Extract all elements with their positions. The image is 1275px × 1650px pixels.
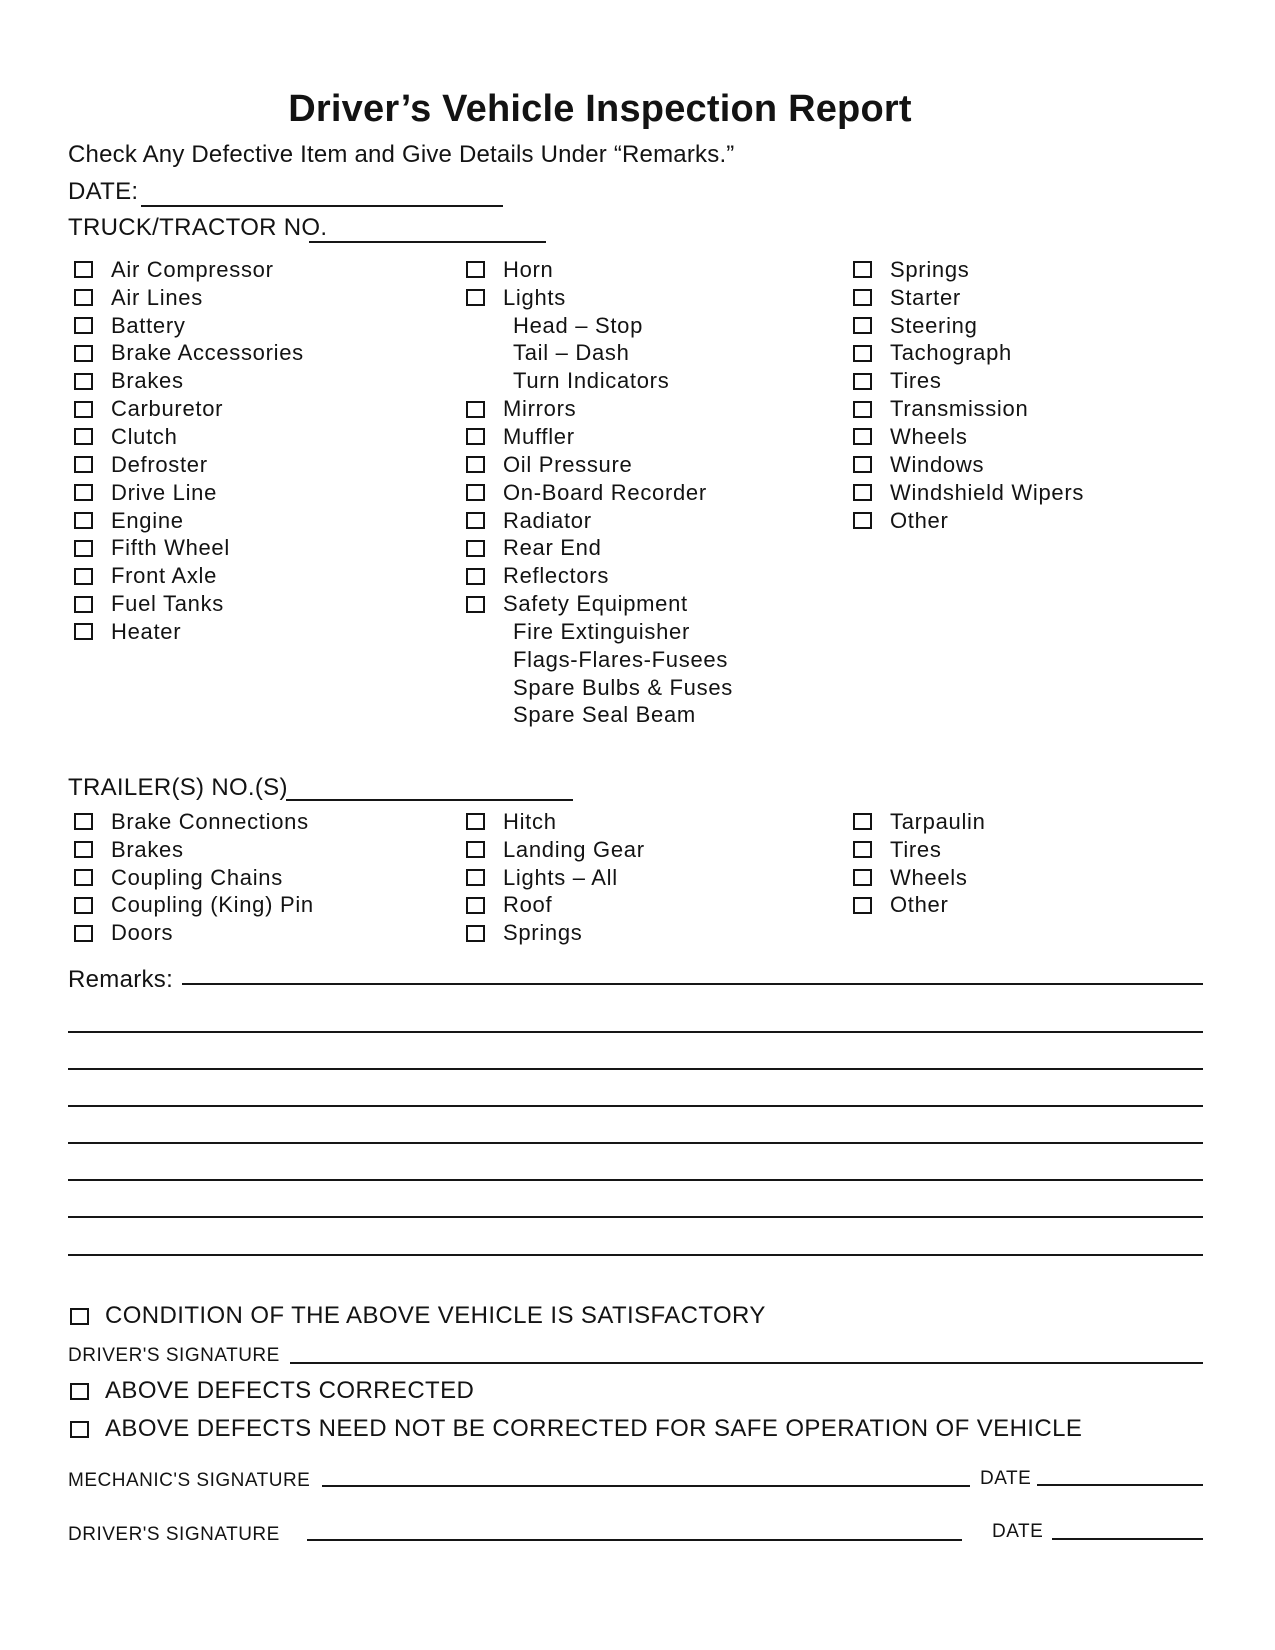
item-label: On-Board Recorder — [503, 479, 707, 505]
satisfactory-row — [70, 1302, 766, 1330]
checklist-item — [466, 562, 866, 590]
date-label: DATE: — [68, 178, 139, 205]
mechanic-date-label: DATE — [980, 1468, 1032, 1489]
checklist-item — [466, 256, 866, 284]
defects-not-corrected-row — [70, 1415, 1082, 1443]
driver-date-line[interactable] — [1052, 1538, 1203, 1540]
item-checkbox[interactable] — [74, 317, 93, 334]
item-checkbox[interactable] — [74, 925, 93, 942]
checklist-item — [74, 367, 474, 395]
checklist-item — [74, 479, 474, 507]
item-label: Mirrors — [503, 396, 577, 422]
item-label: Oil Pressure — [503, 451, 633, 477]
item-label: Tires — [890, 836, 942, 862]
item-checkbox[interactable] — [466, 869, 485, 886]
checklist-item — [853, 423, 1253, 451]
item-label: Transmission — [890, 396, 1029, 422]
item-label: Clutch — [111, 423, 178, 449]
item-label: Windows — [890, 451, 985, 477]
item-label: Turn Indicators — [513, 368, 670, 394]
defects-not-corrected-checkbox[interactable] — [70, 1421, 89, 1438]
truck-checklist-col1 — [74, 256, 474, 646]
item-label: Wheels — [890, 423, 968, 449]
item-label: Fuel Tanks — [111, 591, 224, 617]
truck-checklist-col2 — [466, 256, 866, 729]
mechanic-signature-label: MECHANIC'S SIGNATURE — [68, 1470, 311, 1491]
defects-corrected-checkbox[interactable] — [70, 1383, 89, 1400]
remarks-blank-line[interactable] — [68, 1105, 1203, 1107]
item-checkbox[interactable] — [74, 897, 93, 914]
item-label: Drive Line — [111, 479, 218, 505]
satisfactory-checkbox[interactable] — [70, 1308, 89, 1325]
item-checkbox[interactable] — [466, 841, 485, 858]
mechanic-signature-line[interactable] — [322, 1485, 970, 1487]
item-label: Rear End — [503, 535, 602, 561]
item-label: Heater — [111, 618, 182, 644]
truck-checklist-col3 — [853, 256, 1253, 534]
item-label: Coupling Chains — [111, 864, 283, 890]
item-checkbox[interactable] — [466, 897, 485, 914]
item-checkbox[interactable] — [853, 841, 872, 858]
item-label: Landing Gear — [503, 836, 645, 862]
checklist-item — [74, 507, 474, 535]
driver-signature-bottom-line[interactable] — [307, 1539, 962, 1541]
item-label: Springs — [890, 256, 970, 282]
item-checkbox[interactable] — [74, 261, 93, 278]
checklist-item — [74, 423, 474, 451]
item-checkbox[interactable] — [74, 869, 93, 886]
remarks-blank-line[interactable] — [68, 1068, 1203, 1070]
checklist-item — [853, 479, 1253, 507]
item-checkbox[interactable] — [853, 317, 872, 334]
item-checkbox[interactable] — [466, 813, 485, 830]
item-label: Roof — [503, 892, 553, 918]
checklist-item — [466, 864, 866, 892]
item-checkbox[interactable] — [74, 456, 93, 473]
item-label: Horn — [503, 256, 554, 282]
item-checkbox[interactable] — [466, 289, 485, 306]
item-checkbox[interactable] — [853, 897, 872, 914]
trailer-checklist-col1 — [74, 808, 474, 947]
checklist-item — [853, 892, 1253, 920]
checklist-item — [74, 451, 474, 479]
item-label: Battery — [111, 312, 186, 338]
checklist-item — [74, 395, 474, 423]
item-checkbox[interactable] — [853, 813, 872, 830]
checklist-item — [466, 534, 866, 562]
defects-corrected-row — [70, 1377, 474, 1405]
item-checkbox[interactable] — [853, 456, 872, 473]
item-checkbox[interactable] — [853, 261, 872, 278]
driver-signature-label: DRIVER'S SIGNATURE — [68, 1345, 280, 1366]
item-label: Muffler — [503, 423, 575, 449]
item-checkbox[interactable] — [853, 345, 872, 362]
remarks-input-line[interactable] — [182, 983, 1203, 985]
item-checkbox[interactable] — [853, 512, 872, 529]
checklist-item — [466, 590, 866, 618]
defects-not-corrected-label: ABOVE DEFECTS NEED NOT BE CORRECTED FOR SAFE OPERATION OF VEHICLE — [105, 1415, 1083, 1442]
checklist-item — [853, 507, 1253, 535]
remarks-blank-line[interactable] — [68, 1254, 1203, 1256]
item-checkbox[interactable] — [466, 456, 485, 473]
remarks-blank-line[interactable] — [68, 1031, 1203, 1033]
item-label: Head – Stop — [513, 312, 644, 338]
checklist-item — [853, 808, 1253, 836]
checklist-item — [74, 836, 474, 864]
checklist-item — [466, 284, 866, 312]
item-label: Spare Seal Beam — [513, 702, 696, 728]
satisfactory-label: CONDITION OF THE ABOVE VEHICLE IS SATISFACTORY — [105, 1302, 766, 1329]
item-label: Tires — [890, 368, 942, 394]
checklist-item — [466, 367, 866, 395]
item-label: Air Compressor — [111, 256, 274, 282]
checklist-item — [74, 256, 474, 284]
checklist-item — [74, 618, 474, 646]
item-checkbox[interactable] — [74, 813, 93, 830]
item-label: Air Lines — [111, 284, 203, 310]
item-label: Defroster — [111, 451, 208, 477]
checklist-item — [74, 562, 474, 590]
defects-corrected-label: ABOVE DEFECTS CORRECTED — [105, 1377, 475, 1404]
trailer-checklist-col3 — [853, 808, 1253, 919]
item-checkbox[interactable] — [74, 289, 93, 306]
item-label: Fifth Wheel — [111, 535, 230, 561]
item-checkbox[interactable] — [466, 540, 485, 557]
trailer-number-label: TRAILER(S) NO.(S) — [68, 774, 288, 801]
item-checkbox[interactable] — [74, 428, 93, 445]
checklist-item — [466, 451, 866, 479]
item-checkbox[interactable] — [466, 925, 485, 942]
checklist-item — [466, 674, 866, 702]
item-label: Lights – All — [503, 864, 618, 890]
driver-date-label: DATE — [992, 1521, 1044, 1542]
item-checkbox[interactable] — [466, 428, 485, 445]
trailer-checklist-col2 — [466, 808, 866, 947]
checklist-item — [74, 340, 474, 368]
checklist-item — [466, 892, 866, 920]
checklist-item — [466, 836, 866, 864]
item-label: Radiator — [503, 507, 592, 533]
item-label: Starter — [890, 284, 961, 310]
item-checkbox[interactable] — [74, 568, 93, 585]
driver-signature-line[interactable] — [290, 1362, 1203, 1364]
item-checkbox[interactable] — [853, 869, 872, 886]
remarks-blank-line[interactable] — [68, 1142, 1203, 1144]
item-checkbox[interactable] — [853, 289, 872, 306]
checklist-item — [74, 284, 474, 312]
checklist-item — [466, 646, 866, 674]
item-checkbox[interactable] — [74, 623, 93, 640]
item-checkbox[interactable] — [466, 484, 485, 501]
item-label: Engine — [111, 507, 184, 533]
checklist-item — [853, 256, 1253, 284]
checklist-item — [853, 864, 1253, 892]
remarks-label: Remarks: — [68, 966, 174, 993]
item-checkbox[interactable] — [74, 373, 93, 390]
item-label: Fire Extinguisher — [513, 618, 690, 644]
checklist-item — [853, 395, 1253, 423]
checklist-item — [853, 367, 1253, 395]
checklist-item — [466, 808, 866, 836]
checklist-item — [853, 451, 1253, 479]
checklist-item — [853, 836, 1253, 864]
checklist-item — [466, 312, 866, 340]
checklist-item — [466, 423, 866, 451]
truck-number-input-line[interactable] — [309, 241, 546, 243]
item-checkbox[interactable] — [466, 261, 485, 278]
checklist-item — [853, 340, 1253, 368]
item-label: Brakes — [111, 368, 184, 394]
item-label: Spare Bulbs & Fuses — [513, 674, 733, 700]
item-label: Reflectors — [503, 563, 610, 589]
item-label: Doors — [111, 920, 174, 946]
item-checkbox[interactable] — [466, 512, 485, 529]
checklist-item — [74, 312, 474, 340]
remarks-blank-line[interactable] — [68, 1216, 1203, 1218]
checklist-item — [853, 284, 1253, 312]
checklist-item — [74, 590, 474, 618]
item-label: Front Axle — [111, 563, 218, 589]
item-checkbox[interactable] — [74, 484, 93, 501]
item-checkbox[interactable] — [74, 345, 93, 362]
item-checkbox[interactable] — [853, 401, 872, 418]
checklist-item — [466, 395, 866, 423]
item-label: Tachograph — [890, 340, 1012, 366]
item-checkbox[interactable] — [853, 373, 872, 390]
item-label: Springs — [503, 920, 583, 946]
item-label: Brake Connections — [111, 808, 309, 834]
item-label: Steering — [890, 312, 978, 338]
checklist-item — [74, 534, 474, 562]
checklist-item — [466, 507, 866, 535]
checklist-item — [466, 479, 866, 507]
checklist-item — [466, 340, 866, 368]
item-label: Tarpaulin — [890, 808, 986, 834]
item-label: Brake Accessories — [111, 340, 304, 366]
item-label: Lights — [503, 284, 566, 310]
item-label: Windshield Wipers — [890, 479, 1085, 505]
mechanic-date-line[interactable] — [1037, 1484, 1203, 1486]
item-label: Tail – Dash — [513, 340, 630, 366]
checklist-item — [74, 808, 474, 836]
item-checkbox[interactable] — [466, 568, 485, 585]
item-checkbox[interactable] — [466, 401, 485, 418]
page-title: Driver’s Vehicle Inspection Report — [288, 88, 912, 130]
item-checkbox[interactable] — [74, 401, 93, 418]
checklist-item — [466, 702, 866, 730]
item-checkbox[interactable] — [74, 512, 93, 529]
item-label: Safety Equipment — [503, 591, 688, 617]
item-label: Carburetor — [111, 396, 224, 422]
remarks-blank-lines — [68, 1031, 1203, 1291]
date-input-line[interactable] — [141, 205, 503, 207]
item-label: Brakes — [111, 836, 184, 862]
driver-signature-bottom-label: DRIVER'S SIGNATURE — [68, 1524, 280, 1545]
item-label: Flags-Flares-Fusees — [513, 646, 729, 672]
form-instructions: Check Any Defective Item and Give Details Under “Remarks.” — [68, 141, 735, 168]
item-checkbox[interactable] — [466, 596, 485, 613]
checklist-item — [74, 892, 474, 920]
checklist-item — [853, 312, 1253, 340]
item-checkbox[interactable] — [853, 484, 872, 501]
checklist-item — [74, 864, 474, 892]
item-checkbox[interactable] — [74, 540, 93, 557]
item-label: Coupling (King) Pin — [111, 892, 314, 918]
item-checkbox[interactable] — [74, 841, 93, 858]
trailer-number-input-line[interactable] — [286, 799, 573, 801]
remarks-blank-line[interactable] — [68, 1179, 1203, 1181]
item-label: Other — [890, 892, 949, 918]
checklist-item — [466, 618, 866, 646]
checklist-item — [74, 919, 474, 947]
item-label: Wheels — [890, 864, 968, 890]
item-label: Hitch — [503, 808, 557, 834]
item-checkbox[interactable] — [853, 428, 872, 445]
item-checkbox[interactable] — [74, 596, 93, 613]
truck-number-label: TRUCK/TRACTOR NO. — [68, 214, 328, 241]
item-label: Other — [890, 507, 949, 533]
checklist-item — [466, 919, 866, 947]
